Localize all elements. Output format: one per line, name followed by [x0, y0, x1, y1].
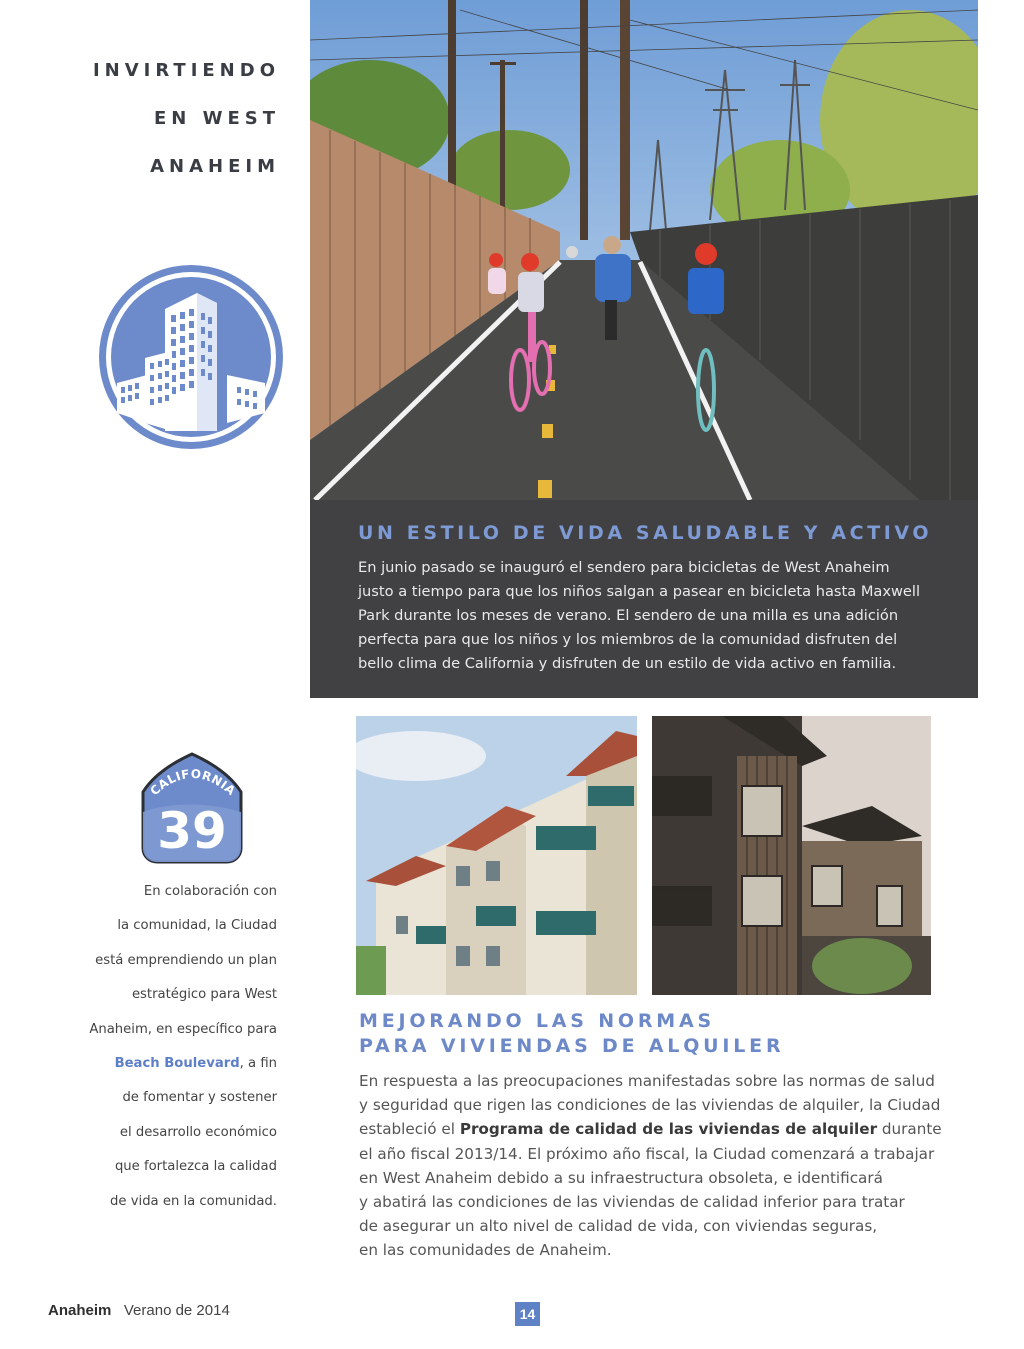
rental-standards-body	[359, 1069, 942, 1263]
page-title-line-2: EN WEST	[153, 108, 280, 129]
body-text: durante	[877, 1120, 942, 1139]
body-line: justo a tiempo para que los niños salgan a pasear en bicicleta hasta Maxwell	[358, 583, 921, 600]
body-line	[359, 1117, 942, 1141]
modern-townhouse-photo	[652, 716, 931, 995]
sidebar-line: está emprendiendo un plan	[95, 953, 277, 968]
california-route-shield-icon	[139, 752, 245, 864]
healthy-lifestyle-heading: UN ESTILO DE VIDA SALUDABLE Y ACTIVO	[358, 522, 933, 544]
footer-edition: Verano de 2014	[123, 1302, 230, 1319]
healthy-lifestyle-body	[358, 556, 938, 676]
body-line: bello clima de California y disfruten de un estilo de vida activo en familia.	[358, 655, 897, 672]
sidebar-line: el desarrollo económico	[119, 1125, 277, 1140]
sidebar-line: de fomentar y sostener	[122, 1090, 277, 1105]
body-text: estableció el	[359, 1120, 460, 1139]
sidebar-highlight-suffix: , a fin	[239, 1056, 277, 1071]
bike-trail-photo	[310, 0, 978, 500]
rental-standards-heading-line-2: PARA VIVIENDAS DE ALQUILER	[359, 1035, 785, 1057]
body-line: de asegurar un alto nivel de calidad de vida, con viviendas seguras,	[359, 1217, 878, 1236]
body-line: En respuesta a las preocupaciones manifestadas sobre las normas de salud	[359, 1072, 935, 1090]
sidebar-line: Anaheim, en específico para	[89, 1022, 277, 1037]
sidebar-line: estratégico para West	[131, 987, 277, 1002]
body-line: en las comunidades de Anaheim.	[359, 1241, 612, 1260]
footer-publication-name: Anaheim	[48, 1302, 112, 1319]
apartment-building-photo	[356, 716, 637, 995]
sidebar-line: En colaboración con	[143, 884, 277, 899]
sidebar-line-highlight	[115, 1056, 277, 1071]
shield-route-number: 39	[157, 802, 227, 860]
building-badge-icon	[97, 263, 285, 451]
page-title-line-3: ANAHEIM	[150, 156, 280, 177]
rental-program-name: Programa de calidad de las viviendas de alquiler	[459, 1120, 878, 1139]
shield-state-label: CALIFORNIA	[147, 766, 239, 799]
sidebar-line: la comunidad, la Ciudad	[117, 918, 277, 933]
body-line: En junio pasado se inauguró el sendero para bicicletas de West Anaheim	[358, 559, 890, 576]
sidebar-line: de vida en la comunidad.	[110, 1194, 277, 1209]
sidebar-line: que fortalezca la calidad	[114, 1159, 277, 1174]
body-line: el año fiscal 2013/14. El próximo año fiscal, la Ciudad comenzará a trabajar	[359, 1144, 935, 1163]
beach-boulevard-highlight: Beach Boulevard	[114, 1056, 240, 1071]
footer-publication	[48, 1302, 230, 1319]
healthy-lifestyle-panel	[310, 500, 978, 698]
body-line: y seguridad que rigen las condiciones de las viviendas de alquiler, la Ciudad	[359, 1096, 941, 1115]
body-line: perfecta para que los niños y los miembros de la comunidad disfruten del	[358, 631, 898, 648]
body-line: y abatirá las condiciones de las viviendas de calidad inferior para tratar	[359, 1193, 905, 1212]
page-title-line-1: INVIRTIENDO	[92, 60, 280, 81]
body-line: Park durante los meses de verano. El sendero de una milla es una adición	[358, 607, 899, 624]
page-number-badge: 14	[515, 1302, 540, 1326]
rental-standards-heading-line-1: MEJORANDO LAS NORMAS	[359, 1010, 715, 1032]
body-line: en West Anaheim debido a su infraestructura obsoleta, e identificará	[359, 1168, 883, 1187]
